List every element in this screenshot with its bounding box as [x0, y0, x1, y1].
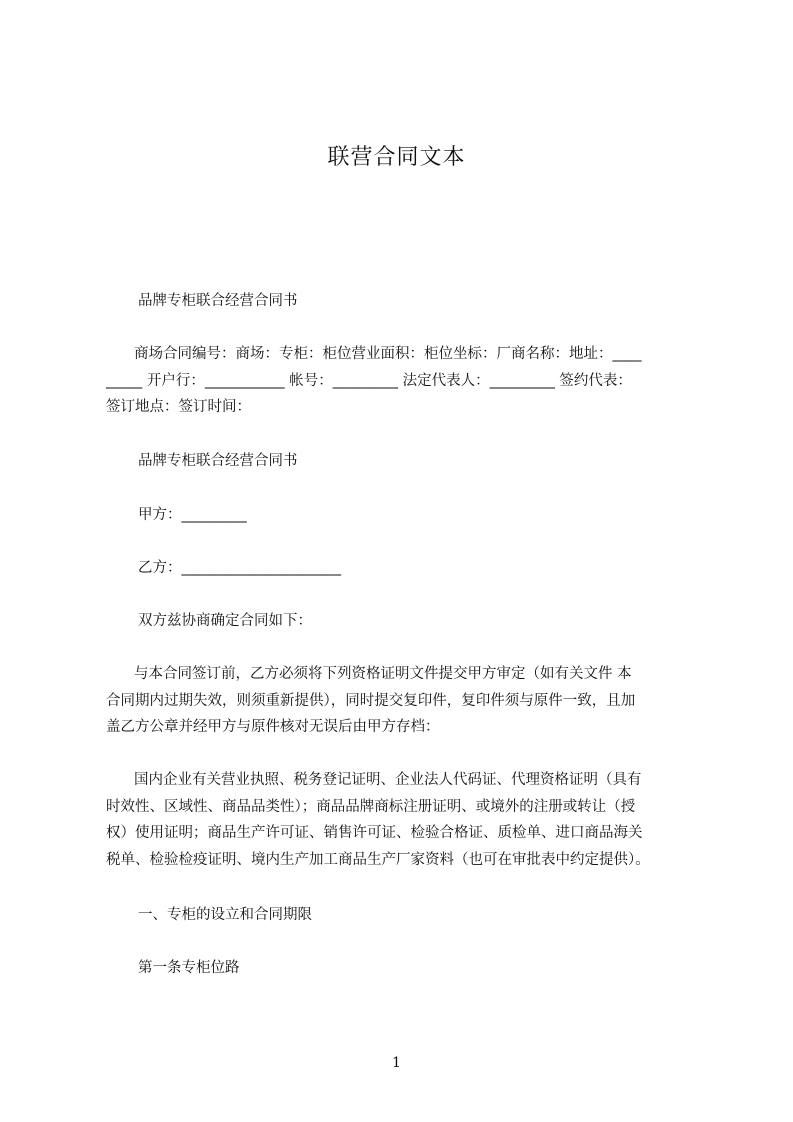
documents-line-4: 税单、检验检疫证明、境内生产加工商品生产厂家资料（也可在审批表中约定提供）。: [106, 851, 650, 868]
documents-line-2: 时效性、区域性、商品品类性）；商品品牌商标注册证明、或境外的注册或转让（授: [106, 798, 636, 815]
agreement-intro: 双方兹协商确定合同如下：: [138, 613, 312, 629]
info-line-2: _____ 开户行：___________ 帐号：_________ 法定代表人：_________ 签约代表：: [106, 372, 632, 389]
article-heading-1: 第一条专柜位路: [138, 960, 240, 976]
party-b-line: 乙方：______________________: [138, 560, 341, 576]
contract-info-paragraph: [106, 341, 724, 421]
documents-list-paragraph: [106, 767, 724, 873]
documents-line-3: 权）使用证明；商品生产许可证、销售许可证、检验合格证、质检单、进口商品海关: [106, 825, 643, 841]
heading-contract-book: 品牌专柜联合经营合同书: [138, 293, 298, 309]
pre-sign-line-3: 盖乙方公章并经甲方与原件核对无误后由甲方存档：: [106, 719, 440, 735]
heading-contract-book-repeat: 品牌专柜联合经营合同书: [138, 453, 298, 469]
party-a-line: 甲方：_________: [138, 507, 247, 523]
page-number: 1: [392, 1055, 401, 1071]
info-line-3: 签订地点：签订时间：: [106, 399, 251, 415]
pre-sign-line-1: 与本合同签订前，乙方必须将下列资格证明文件提交甲方审定（如有关文件 本: [134, 666, 632, 682]
info-line-1: 商场合同编号：商场：专柜：柜位营业面积：柜位坐标：厂商名称：地址：____: [134, 346, 642, 362]
document-title: 联营合同文本: [327, 145, 466, 170]
section-heading-1: 一、专柜的设立和合同期限: [138, 907, 312, 923]
pre-sign-paragraph: [106, 661, 724, 741]
pre-sign-line-2: 合同期内过期失效，则须重新提供），同时提交复印件，复印件须与原件一致，且加: [106, 692, 636, 709]
documents-line-1: 国内企业有关营业执照、税务登记证明、企业法人代码证、代理资格证明（具有: [134, 772, 642, 788]
